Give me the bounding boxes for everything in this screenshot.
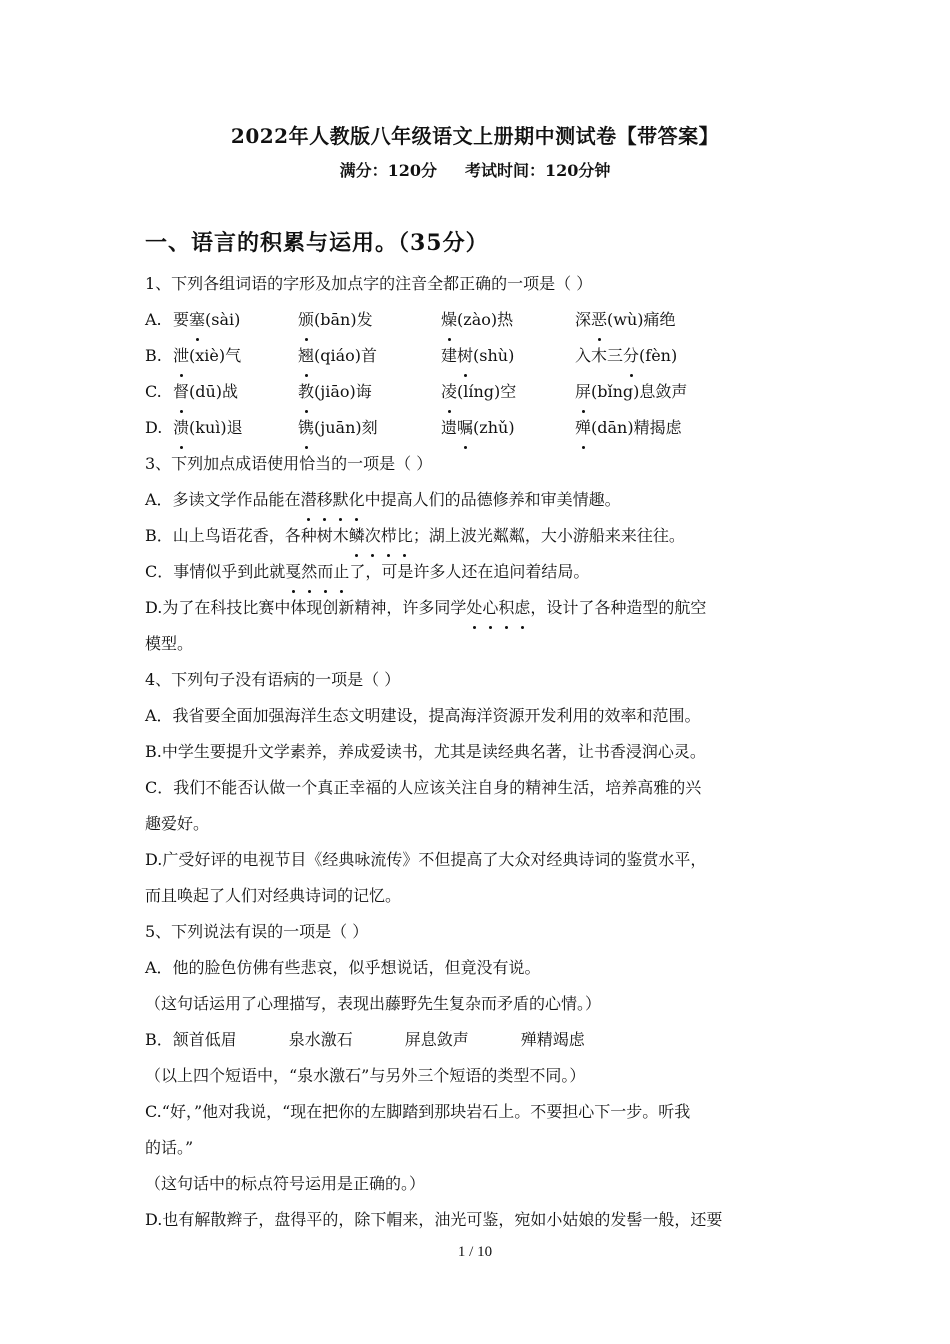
exam-info: [0, 158, 950, 181]
q4-option-d: D.广受好评的电视节目《经典咏流传》不但提高了大众对经典诗词的鉴赏水平，: [145, 850, 707, 869]
dotted-character: 处: [466, 590, 482, 626]
q5-option-c-cont: 的话。”: [145, 1138, 194, 1157]
dotted-character: 潜: [301, 482, 317, 518]
q4-option-d-cont: 而且唤起了人们对经典诗词的记忆。: [145, 886, 402, 905]
q1-option-row: [145, 410, 810, 446]
dotted-character: 次: [365, 518, 381, 554]
q5-option-c-note: （这句话中的标点符号运用是正确的。）: [145, 1174, 426, 1193]
q4-option-c: C．我们不能否认做一个真正幸福的人应该关注自身的精神生活，培养高雅的兴: [145, 778, 702, 797]
dotted-character: 默: [333, 482, 349, 518]
dotted-character: 栉: [381, 518, 397, 554]
q1-option-row: [145, 338, 810, 374]
dotted-character: 虑: [514, 590, 530, 626]
q4-option-b: B.中学生要提升文学素养，养成爱读书，尤其是读经典名著，让书香浸润心灵。: [145, 742, 706, 761]
dotted-character: 燥: [441, 302, 457, 338]
page-title: 2022年人教版八年级语文上册期中测试卷【带答案】: [230, 124, 720, 148]
dotted-character: 塞: [189, 302, 205, 338]
dotted-character: 分: [623, 338, 639, 374]
dotted-character: 移: [317, 482, 333, 518]
q1-word: 深恶(wù)痛绝: [575, 302, 676, 338]
q5-option-c: C.“好，”他对我说，“现在把你的左脚踏到那块岩石上。不要担心下一步。听我: [145, 1102, 691, 1121]
q3-stem: 3、下列加点成语使用恰当的一项是（ ）: [145, 454, 433, 473]
dotted-character: 止: [333, 554, 349, 590]
q3-option-b: B．山上鸟语花香，各种树木鳞次栉比；湖上波光粼粼，大小游船来来往往。: [145, 518, 810, 554]
dotted-character: 恶: [591, 302, 607, 338]
q1-word: 燥(zào)热: [441, 302, 575, 338]
dotted-character: 翘: [298, 338, 314, 374]
dotted-character: 教: [298, 374, 314, 410]
q1-word: 入木三分(fèn): [575, 338, 677, 374]
q4-option-a: A．我省要全面加强海洋生态文明建设，提高海洋资源开发利用的效率和范围。: [145, 706, 701, 725]
q3-option-c: C．事情似乎到此就戛然而止了，可是许多人还在追问着结局。: [145, 554, 810, 590]
dotted-idiom: [285, 562, 349, 581]
dotted-character: 溃: [173, 410, 189, 446]
page-number: 1 / 10: [457, 1244, 493, 1260]
dotted-idiom: [349, 526, 413, 545]
dotted-character: 戛: [285, 554, 301, 590]
q1-word: 屏(bǐng)息敛声: [575, 374, 687, 410]
q3-option-d: D.为了在科技比赛中体现创新精神，许多同学处心积虑，设计了各种造型的航空: [145, 590, 810, 626]
dotted-idiom: [466, 598, 530, 617]
dotted-idiom: [301, 490, 365, 509]
dotted-character: 而: [317, 554, 333, 590]
option-label: A.: [145, 310, 162, 329]
q1-word: 凌(líng)空: [441, 374, 575, 410]
q1-word: 遗嘱(zhǔ): [441, 410, 575, 446]
q5-stem: 5、下列说法有误的一项是（ ）: [145, 922, 369, 941]
q3-option-d-cont: 模型。: [145, 634, 194, 653]
q1-word: 建树(shù): [441, 338, 575, 374]
q4-stem: 4、下列句子没有语病的一项是（ ）: [145, 670, 401, 689]
q1-word: 翘(qiáo)首: [298, 338, 441, 374]
dotted-character: 颁: [298, 302, 314, 338]
dotted-character: 心: [482, 590, 498, 626]
dotted-character: 积: [498, 590, 514, 626]
question-body: [145, 266, 810, 1238]
q5-option-a-note: （这句话运用了心理描写，表现出藤野先生复杂而矛盾的心情。）: [145, 994, 602, 1013]
dotted-character: 比: [397, 518, 413, 554]
section-heading: 一、语言的积累与运用。（35分）: [145, 230, 489, 256]
dotted-character: 凌: [441, 374, 457, 410]
q1-word: 督(dū)战: [173, 374, 298, 410]
q5-option-a: A．他的脸色仿佛有些悲哀，似乎想说话，但竟没有说。: [145, 958, 541, 977]
q1-word: 殚(dān)精揭虑: [575, 410, 682, 446]
exam-time: 考试时间：120分钟: [465, 161, 611, 180]
q4-option-c-cont: 趣爱好。: [145, 814, 210, 833]
q1-word: 教(jiāo)诲: [298, 374, 441, 410]
q1-stem: 1、下列各组词语的字形及加点字的注音全都正确的一项是（ ）: [145, 274, 593, 293]
q1-word: 要塞(sài): [173, 302, 298, 338]
q1-option-row: [145, 374, 810, 410]
q1-word: 溃(kuì)退: [173, 410, 298, 446]
q1-word: 镌(juān)刻: [298, 410, 441, 446]
q1-word: 泄(xiè)气: [173, 338, 298, 374]
option-label: C.: [145, 382, 162, 401]
q5-option-d: D.也有解散辫子，盘得平的，除下帽来，油光可鉴，宛如小姑娘的发髻一般，还要: [145, 1210, 723, 1229]
dotted-character: 树: [457, 338, 473, 374]
full-score: 满分：120分: [339, 161, 437, 180]
dotted-character: 化: [349, 482, 365, 518]
dotted-character: 屏: [575, 374, 591, 410]
dotted-character: 镌: [298, 410, 314, 446]
dotted-character: 殚: [575, 410, 591, 446]
q1-options: [145, 302, 810, 446]
q1-option-row: [145, 302, 810, 338]
q5-option-b: B．颔首低眉 泉水激石 屏息敛声 殚精竭虑: [145, 1030, 585, 1049]
q3-option-a: A．多读文学作品能在潜移默化中提高人们的品德修养和审美情趣。: [145, 482, 810, 518]
option-label: B.: [145, 346, 162, 365]
dotted-character: 泄: [173, 338, 189, 374]
dotted-character: 然: [301, 554, 317, 590]
dotted-character: 鳞: [349, 518, 365, 554]
q5-option-b-note: （以上四个短语中，“泉水激石”与另外三个短语的类型不同。）: [145, 1066, 586, 1085]
dotted-character: 督: [173, 374, 189, 410]
dotted-character: 嘱: [457, 410, 473, 446]
option-label: D.: [145, 418, 163, 437]
q1-word: 颁(bān)发: [298, 302, 441, 338]
